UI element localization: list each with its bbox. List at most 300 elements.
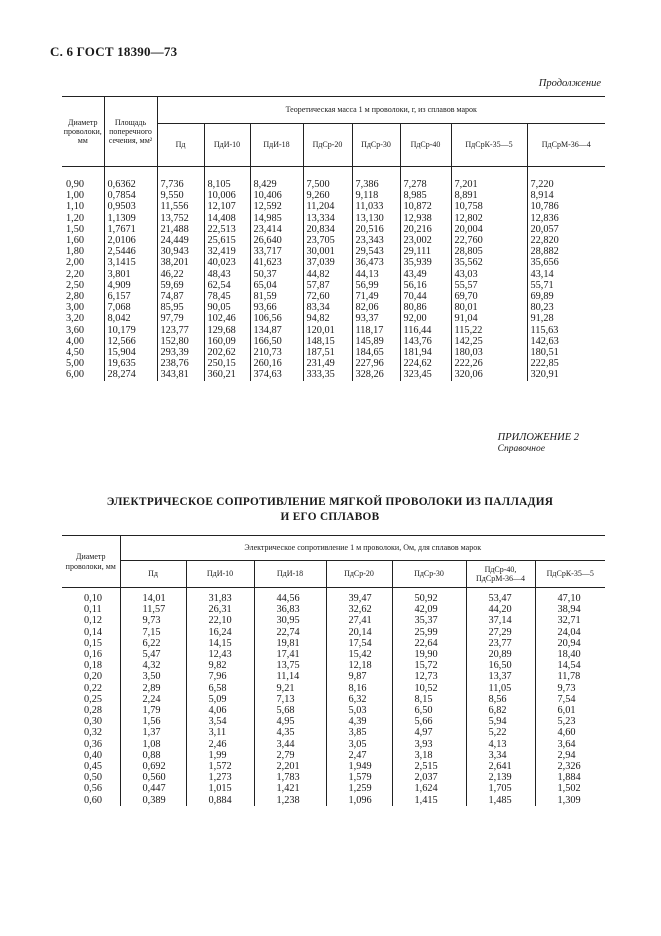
value-cell: 328,26 [352,369,400,380]
value-cell: 222,85 [527,358,605,369]
value-cell: 94,82 [303,313,352,324]
diameter-cell: 0,10 [84,593,103,604]
value-cell: 142,63 [527,336,605,347]
value-cell: 1,7671 [104,224,157,235]
value-cell: 1,015 [186,783,254,794]
value-cell: 12,18 [326,660,392,671]
value-cell: 82,06 [352,302,400,313]
table-row [62,246,605,257]
value-cell: 6,32 [326,694,392,705]
value-cell: 22,64 [392,638,466,649]
res-group-header: Электрическое сопротивление 1 м проволоки, Ом, для сплавов марок [120,536,605,561]
value-cell: 5,03 [326,705,392,716]
value-cell: 41,623 [250,257,303,268]
value-cell: 7,54 [535,694,605,705]
diameter-cell: 0,40 [84,749,103,761]
diameter-cell: 0,60 [84,794,103,806]
value-cell: 27,41 [326,615,392,626]
value-cell: 43,14 [527,269,605,280]
value-cell: 3,05 [326,739,392,750]
value-cell: 15,904 [104,347,157,358]
value-cell: 2,46 [186,739,254,750]
value-cell: 59,69 [157,280,204,291]
value-cell: 80,86 [400,302,451,313]
table-row [62,167,605,191]
value-cell: 1,096 [326,795,392,806]
table-row [62,615,605,626]
table-row [62,604,605,615]
table-row [62,627,605,638]
res-alloy-header: ПдСр-30 [392,561,466,588]
value-cell: 0,560 [120,772,186,783]
value-cell: 43,03 [451,269,527,280]
value-cell: 24,04 [535,627,605,638]
value-cell: 20,89 [466,649,535,660]
value-cell: 1,572 [186,761,254,772]
value-cell: 50,92 [392,588,466,605]
diameter-cell: 3,60 [66,324,85,336]
value-cell: 5,47 [120,649,186,660]
value-cell: 47,10 [535,588,605,605]
value-cell: 12,107 [204,201,250,212]
value-cell: 37,039 [303,257,352,268]
value-cell: 250,15 [204,358,250,369]
value-cell: 91,04 [451,313,527,324]
value-cell: 8,042 [104,313,157,324]
value-cell: 12,73 [392,671,466,682]
value-cell: 7,500 [303,167,352,191]
value-cell: 11,78 [535,671,605,682]
value-cell: 7,96 [186,671,254,682]
value-cell: 32,419 [204,246,250,257]
value-cell: 36,83 [254,604,326,615]
value-cell: 231,49 [303,358,352,369]
value-cell: 0,389 [120,795,186,806]
value-cell: 28,805 [451,246,527,257]
value-cell: 1,79 [120,705,186,716]
diameter-cell: 1,80 [66,246,85,258]
value-cell: 3,34 [466,750,535,761]
value-cell: 320,91 [527,369,605,380]
value-cell: 26,31 [186,604,254,615]
appendix-subtitle: Справочное [497,444,545,454]
table-row [62,257,605,268]
value-cell: 28,274 [104,369,157,380]
mass-alloy-header: Пд [157,124,204,167]
value-cell: 184,65 [352,347,400,358]
diameter-cell: 2,80 [66,291,85,303]
value-cell: 48,43 [204,269,250,280]
value-cell: 11,204 [303,201,352,212]
value-cell: 3,11 [186,727,254,738]
value-cell: 7,278 [400,167,451,191]
value-cell: 35,939 [400,257,451,268]
table-row [62,683,605,694]
value-cell: 120,01 [303,325,352,336]
value-cell: 15,42 [326,649,392,660]
value-cell: 6,22 [120,638,186,649]
value-cell: 1,421 [254,783,326,794]
value-cell: 3,85 [326,727,392,738]
value-cell: 1,415 [392,795,466,806]
table-row [62,313,605,324]
value-cell: 0,6362 [104,167,157,191]
appendix-label [498,432,579,454]
value-cell: 36,473 [352,257,400,268]
value-cell: 44,82 [303,269,352,280]
value-cell: 29,111 [400,246,451,257]
table-row [62,761,605,772]
table-row [62,649,605,660]
value-cell: 12,566 [104,336,157,347]
value-cell: 35,656 [527,257,605,268]
table-row [62,280,605,291]
value-cell: 14,408 [204,213,250,224]
value-cell: 12,43 [186,649,254,660]
res-alloy-header: ПдИ-18 [254,561,326,588]
diameter-cell: 3,00 [66,302,85,314]
table-row [62,705,605,716]
table-row [62,783,605,794]
value-cell: 97,79 [157,313,204,324]
diameter-cell: 2,00 [66,257,85,269]
value-cell: 10,758 [451,201,527,212]
value-cell: 39,47 [326,588,392,605]
value-cell: 8,16 [326,683,392,694]
page-header: С. 6 ГОСТ 18390—73 [50,44,178,59]
value-cell: 2,139 [466,772,535,783]
value-cell: 40,023 [204,257,250,268]
value-cell: 6,82 [466,705,535,716]
value-cell: 80,01 [451,302,527,313]
value-cell: 7,13 [254,694,326,705]
value-cell: 11,05 [466,683,535,694]
value-cell: 2,94 [535,750,605,761]
value-cell: 5,22 [466,727,535,738]
value-cell: 69,89 [527,291,605,302]
value-cell: 17,54 [326,638,392,649]
value-cell: 27,29 [466,627,535,638]
section-title [80,495,580,524]
diameter-cell: 0,25 [84,693,103,705]
mass-col-diameter: Диаметр проволоки, мм [62,97,104,167]
value-cell: 12,836 [527,213,605,224]
res-alloy-header: Пд [120,561,186,588]
diameter-cell: 1,20 [66,212,85,224]
value-cell: 3,801 [104,269,157,280]
value-cell: 224,62 [400,358,451,369]
value-cell: 78,45 [204,291,250,302]
value-cell: 4,60 [535,727,605,738]
diameter-cell: 3,20 [66,313,85,325]
value-cell: 37,14 [466,615,535,626]
value-cell: 4,35 [254,727,326,738]
value-cell: 11,57 [120,604,186,615]
diameter-cell: 4,00 [66,335,85,347]
value-cell: 115,63 [527,325,605,336]
diameter-cell: 0,14 [84,626,103,638]
value-cell: 70,44 [400,291,451,302]
table-row [62,671,605,682]
value-cell: 320,06 [451,369,527,380]
value-cell: 25,615 [204,235,250,246]
mass-col-area: Площадь поперечного сечения, мм² [104,97,157,167]
value-cell: 1,579 [326,772,392,783]
value-cell: 17,41 [254,649,326,660]
value-cell: 7,201 [451,167,527,191]
value-cell: 72,60 [303,291,352,302]
value-cell: 3,1415 [104,257,157,268]
value-cell: 13,334 [303,213,352,224]
value-cell: 14,01 [120,588,186,605]
value-cell: 30,95 [254,615,326,626]
value-cell: 91,28 [527,313,605,324]
value-cell: 0,692 [120,761,186,772]
value-cell: 115,22 [451,325,527,336]
value-cell: 71,49 [352,291,400,302]
value-cell: 1,1309 [104,213,157,224]
value-cell: 9,550 [157,190,204,201]
value-cell: 106,56 [250,313,303,324]
value-cell: 74,87 [157,291,204,302]
value-cell: 20,004 [451,224,527,235]
value-cell: 187,51 [303,347,352,358]
value-cell: 81,59 [250,291,303,302]
value-cell: 2,037 [392,772,466,783]
value-cell: 44,56 [254,588,326,605]
value-cell: 3,44 [254,739,326,750]
appendix-title: ПРИЛОЖЕНИЕ 2 [497,432,579,443]
value-cell: 5,23 [535,716,605,727]
value-cell: 8,56 [466,694,535,705]
value-cell: 0,9503 [104,201,157,212]
value-cell: 21,488 [157,224,204,235]
value-cell: 145,89 [352,336,400,347]
value-cell: 33,717 [250,246,303,257]
value-cell: 1,08 [120,739,186,750]
value-cell: 22,74 [254,627,326,638]
value-cell: 143,76 [400,336,451,347]
value-cell: 4,39 [326,716,392,727]
value-cell: 1,884 [535,772,605,783]
value-cell: 134,87 [250,325,303,336]
diameter-cell: 0,15 [84,637,103,649]
value-cell: 7,736 [157,167,204,191]
value-cell: 8,891 [451,190,527,201]
value-cell: 9,260 [303,190,352,201]
mass-table [62,96,605,381]
table-row [62,694,605,705]
value-cell: 9,87 [326,671,392,682]
value-cell: 2,201 [254,761,326,772]
diameter-cell: 0,45 [84,761,103,773]
value-cell: 3,18 [392,750,466,761]
value-cell: 1,99 [186,750,254,761]
value-cell: 323,45 [400,369,451,380]
table-row [62,291,605,302]
value-cell: 222,26 [451,358,527,369]
value-cell: 16,50 [466,660,535,671]
value-cell: 44,13 [352,269,400,280]
diameter-cell: 4,50 [66,347,85,359]
table-row [62,750,605,761]
value-cell: 10,872 [400,201,451,212]
value-cell: 238,76 [157,358,204,369]
value-cell: 4,06 [186,705,254,716]
value-cell: 0,447 [120,783,186,794]
table-row [62,727,605,738]
diameter-cell: 0,12 [84,615,103,627]
mass-alloy-header: ПдСрК-35—5 [451,124,527,167]
table-row [62,235,605,246]
value-cell: 23,002 [400,235,451,246]
res-alloy-header: ПдИ-10 [186,561,254,588]
diameter-cell: 0,11 [84,604,102,616]
mass-alloy-header: ПдСр-20 [303,124,352,167]
table-row [62,369,605,380]
value-cell: 4,13 [466,739,535,750]
value-cell: 18,40 [535,649,605,660]
value-cell: 8,15 [392,694,466,705]
value-cell: 1,259 [326,783,392,794]
value-cell: 38,94 [535,604,605,615]
value-cell: 118,17 [352,325,400,336]
value-cell: 42,09 [392,604,466,615]
value-cell: 227,96 [352,358,400,369]
value-cell: 8,105 [204,167,250,191]
value-cell: 32,62 [326,604,392,615]
value-cell: 14,54 [535,660,605,671]
section-title-line2: И ЕГО СПЛАВОВ [280,510,380,523]
value-cell: 56,16 [400,280,451,291]
value-cell: 6,50 [392,705,466,716]
table-row [62,716,605,727]
value-cell: 25,99 [392,627,466,638]
value-cell: 43,49 [400,269,451,280]
value-cell: 53,47 [466,588,535,605]
diameter-cell: 0,36 [84,738,103,750]
value-cell: 1,309 [535,795,605,806]
value-cell: 20,516 [352,224,400,235]
value-cell: 10,006 [204,190,250,201]
diameter-cell: 0,28 [84,705,103,717]
diameter-cell: 0,90 [66,179,85,190]
value-cell: 4,32 [120,660,186,671]
value-cell: 56,99 [352,280,400,291]
value-cell: 8,985 [400,190,451,201]
value-cell: 30,943 [157,246,204,257]
value-cell: 7,068 [104,302,157,313]
value-cell: 2,515 [392,761,466,772]
diameter-cell: 5,00 [66,358,85,370]
value-cell: 12,802 [451,213,527,224]
value-cell: 180,51 [527,347,605,358]
value-cell: 85,95 [157,302,204,313]
value-cell: 1,502 [535,783,605,794]
value-cell: 1,783 [254,772,326,783]
value-cell: 2,79 [254,750,326,761]
value-cell: 14,985 [250,213,303,224]
value-cell: 23,414 [250,224,303,235]
value-cell: 333,35 [303,369,352,380]
res-alloy-header: ПдСрК-35—5 [535,561,605,588]
value-cell: 9,82 [186,660,254,671]
value-cell: 50,37 [250,269,303,280]
value-cell: 152,80 [157,336,204,347]
diameter-cell: 0,20 [84,671,103,683]
value-cell: 55,57 [451,280,527,291]
value-cell: 4,95 [254,716,326,727]
value-cell: 1,705 [466,783,535,794]
value-cell: 24,449 [157,235,204,246]
value-cell: 1,273 [186,772,254,783]
value-cell: 6,01 [535,705,605,716]
table-row [62,336,605,347]
value-cell: 2,5446 [104,246,157,257]
value-cell: 11,14 [254,671,326,682]
value-cell: 22,513 [204,224,250,235]
value-cell: 8,914 [527,190,605,201]
value-cell: 22,10 [186,615,254,626]
value-cell: 12,938 [400,213,451,224]
value-cell: 11,033 [352,201,400,212]
value-cell: 15,72 [392,660,466,671]
value-cell: 20,057 [527,224,605,235]
value-cell: 210,73 [250,347,303,358]
value-cell: 23,705 [303,235,352,246]
table-row [62,739,605,750]
value-cell: 55,71 [527,280,605,291]
value-cell: 4,909 [104,280,157,291]
continuation-label: Продолжение [538,78,601,89]
value-cell: 19,635 [104,358,157,369]
table-row [62,358,605,369]
value-cell: 166,50 [250,336,303,347]
value-cell: 62,54 [204,280,250,291]
value-cell: 26,640 [250,235,303,246]
mass-alloy-header: ПдСр-30 [352,124,400,167]
value-cell: 1,56 [120,716,186,727]
value-cell: 0,88 [120,750,186,761]
value-cell: 30,001 [303,246,352,257]
value-cell: 7,15 [120,627,186,638]
diameter-cell: 6,00 [66,369,85,381]
value-cell: 142,25 [451,336,527,347]
value-cell: 10,406 [250,190,303,201]
value-cell: 129,68 [204,325,250,336]
value-cell: 22,820 [527,235,605,246]
value-cell: 0,884 [186,795,254,806]
value-cell: 57,87 [303,280,352,291]
value-cell: 23,77 [466,638,535,649]
value-cell: 202,62 [204,347,250,358]
value-cell: 13,75 [254,660,326,671]
diameter-cell: 0,30 [84,716,103,728]
diameter-cell: 0,16 [84,649,103,661]
value-cell: 20,94 [535,638,605,649]
value-cell: 7,386 [352,167,400,191]
value-cell: 20,14 [326,627,392,638]
diameter-cell: 0,32 [84,727,103,739]
value-cell: 7,220 [527,167,605,191]
value-cell: 9,73 [120,615,186,626]
value-cell: 1,485 [466,795,535,806]
table-row [62,224,605,235]
value-cell: 102,46 [204,313,250,324]
table-row [62,190,605,201]
value-cell: 3,50 [120,671,186,682]
table-row [62,347,605,358]
